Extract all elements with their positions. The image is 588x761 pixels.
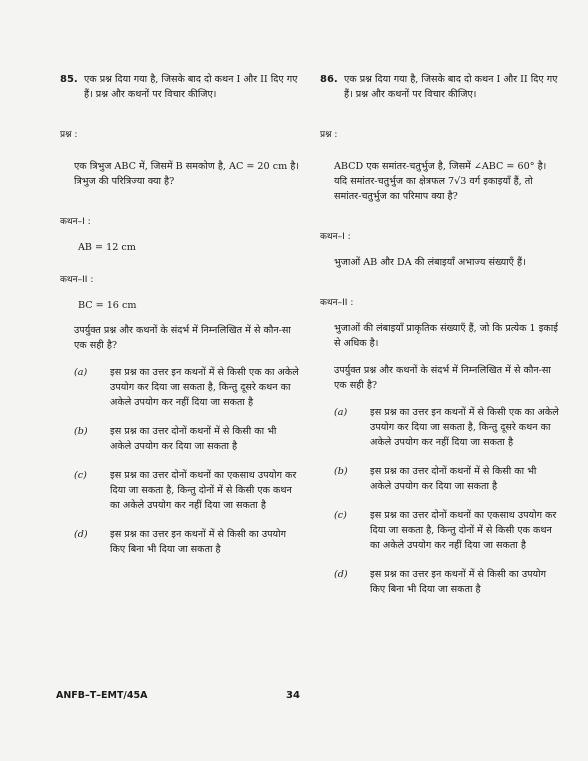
statement-2-label: कथन–II : bbox=[320, 298, 354, 308]
option-key: (d) bbox=[334, 569, 348, 580]
question-label: प्रश्न : bbox=[60, 130, 78, 140]
option-b[interactable] bbox=[60, 424, 300, 454]
statement-2: BC = 16 cm bbox=[78, 300, 137, 311]
option-a[interactable] bbox=[320, 405, 560, 450]
option-text: इस प्रश्न का उत्तर इन कथनों में से किसी एक का अकेले उपयोग कर दिया जा सकता है, किन्तु दूसरे कथन का अकेले उपयोग कर नहीं दिया जा सकता है bbox=[370, 407, 559, 448]
question-intro: एक प्रश्न दिया गया है, जिसके बाद दो कथन I और II दिए गए हैं। प्रश्न और कथनों पर विचार कीजिए। bbox=[344, 74, 558, 100]
option-d[interactable] bbox=[60, 527, 300, 557]
option-b[interactable] bbox=[320, 464, 560, 494]
option-text: इस प्रश्न का उत्तर दोनों कथनों का एकसाथ उपयोग कर दिया जा सकता है, किन्तु दोनों में से किसी एक कथन का अकेले उपयोग कर नहीं दिया जा सकता है bbox=[370, 510, 557, 551]
page-number: 34 bbox=[286, 690, 300, 701]
options-list bbox=[60, 365, 300, 557]
option-text: इस प्रश्न का उत्तर दोनों कथनों में से किसी का भी अकेले उपयोग कर दिया जा सकता है bbox=[110, 426, 277, 452]
question-86 bbox=[320, 72, 560, 597]
option-text: इस प्रश्न का उत्तर इन कथनों में से किसी का उपयोग किए बिना भी दिया जा सकता है bbox=[370, 569, 546, 595]
question-prompt: उपर्युक्त प्रश्न और कथनों के संदर्भ में निम्नलिखित में से कौन-सा एक सही है? bbox=[334, 365, 551, 391]
option-key: (a) bbox=[334, 407, 348, 418]
question-intro: एक प्रश्न दिया गया है, जिसके बाद दो कथन I और II दिए गए हैं। प्रश्न और कथनों पर विचार कीजिए। bbox=[84, 74, 298, 100]
question-86-header bbox=[320, 72, 560, 102]
statement-1-label: कथन–I : bbox=[320, 232, 351, 242]
question-prompt: उपर्युक्त प्रश्न और कथनों के संदर्भ में निम्नलिखित में से कौन-सा एक सही है? bbox=[74, 325, 291, 351]
statement-2-label: कथन–II : bbox=[60, 275, 94, 285]
option-key: (b) bbox=[74, 426, 88, 437]
option-c[interactable] bbox=[60, 468, 300, 513]
option-key: (c) bbox=[334, 510, 347, 521]
question-number: 86. bbox=[320, 74, 338, 85]
option-text: इस प्रश्न का उत्तर इन कथनों में से किसी एक का अकेले उपयोग कर दिया जा सकता है, किन्तु दूसरे कथन का अकेले उपयोग कर नहीं दिया जा सकता है bbox=[110, 367, 299, 408]
question-text: एक त्रिभुज ABC में, जिसमें B समकोण है, AC = 20 cm है। त्रिभुज की परित्रिज्या क्या है? bbox=[74, 161, 299, 187]
statement-1-label: कथन–I : bbox=[60, 217, 91, 227]
option-key: (a) bbox=[74, 367, 88, 378]
option-key: (d) bbox=[74, 529, 88, 540]
statement-1: AB = 12 cm bbox=[78, 242, 136, 253]
question-85 bbox=[60, 72, 300, 557]
option-text: इस प्रश्न का उत्तर दोनों कथनों का एकसाथ उपयोग कर दिया जा सकता है, किन्तु दोनों में से किसी एक कथन का अकेले उपयोग कर नहीं दिया जा सकता है bbox=[110, 470, 297, 511]
option-key: (b) bbox=[334, 466, 348, 477]
option-d[interactable] bbox=[320, 567, 560, 597]
question-number: 85. bbox=[60, 74, 78, 85]
option-a[interactable] bbox=[60, 365, 300, 410]
question-85-header bbox=[60, 72, 300, 102]
option-text: इस प्रश्न का उत्तर इन कथनों में से किसी का उपयोग किए बिना भी दिया जा सकता है bbox=[110, 529, 286, 555]
statement-1: भुजाओं AB और DA की लंबाइयाँ अभाज्य संख्याएँ हैं। bbox=[334, 257, 526, 268]
question-text: ABCD एक समांतर-चतुर्भुज है, जिसमें ∠ABC = 60° है। यदि समांतर-चतुर्भुज का क्षेत्रफल 7√3 वर्ग इकाइयाँ हैं, तो समांतर-चतुर्भुज का परिमाप क्या है? bbox=[334, 161, 547, 202]
question-label: प्रश्न : bbox=[320, 130, 338, 140]
options-list bbox=[320, 405, 560, 597]
booklet-code: ANFB–T–EMT/45A bbox=[56, 690, 148, 701]
option-key: (c) bbox=[74, 470, 87, 481]
option-text: इस प्रश्न का उत्तर दोनों कथनों में से किसी का भी अकेले उपयोग कर दिया जा सकता है bbox=[370, 466, 537, 492]
statement-2: भुजाओं की लंबाइयाँ प्राकृतिक संख्याएँ हैं, जो कि प्रत्येक 1 इकाई से अधिक है। bbox=[334, 323, 558, 349]
option-c[interactable] bbox=[320, 508, 560, 553]
